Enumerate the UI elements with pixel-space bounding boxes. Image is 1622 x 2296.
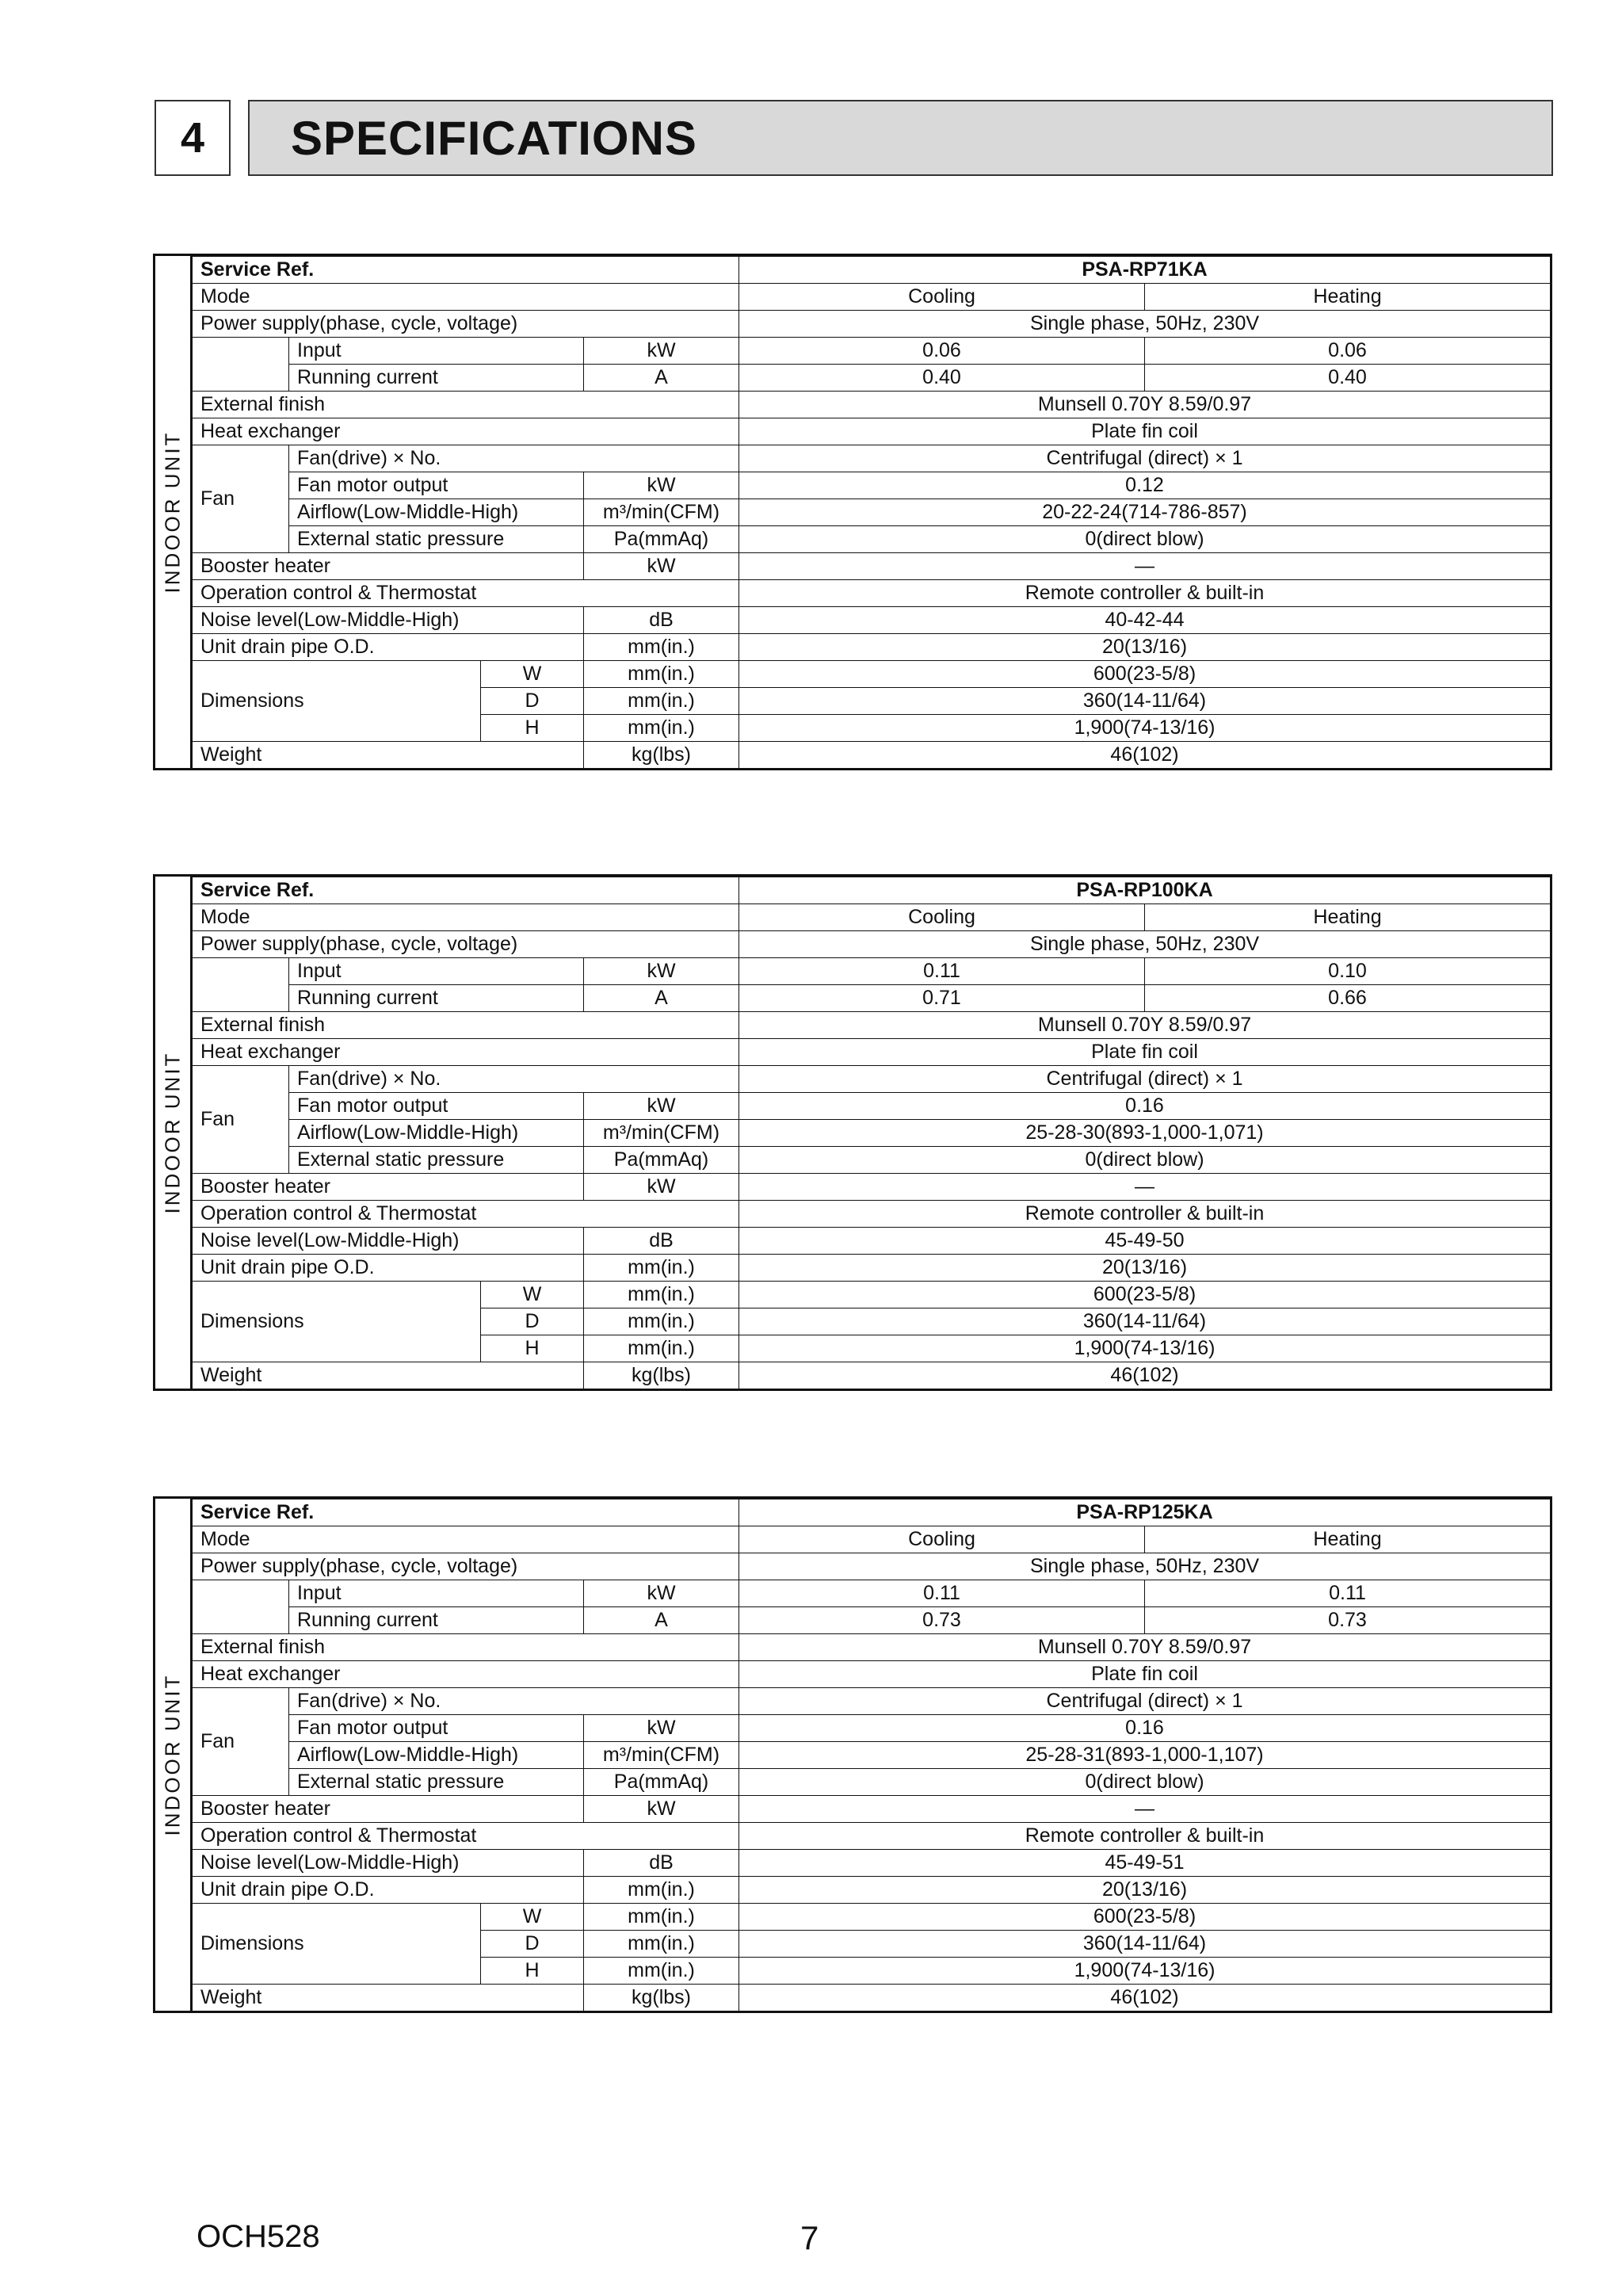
table-cell: mm(in.) bbox=[584, 688, 739, 715]
table-cell: kW bbox=[584, 1715, 739, 1742]
table-cell: kg(lbs) bbox=[584, 1362, 739, 1389]
table-cell: — bbox=[739, 1796, 1551, 1823]
footer-page-number: 7 bbox=[800, 2219, 819, 2256]
side-label: INDOOR UNIT bbox=[160, 1673, 185, 1836]
cooling-header: Cooling bbox=[739, 904, 1145, 931]
side-label-box bbox=[155, 256, 192, 768]
table-cell: Power supply(phase, cycle, voltage) bbox=[193, 931, 739, 958]
table-row bbox=[193, 1688, 1551, 1715]
table-cell: Heat exchanger bbox=[193, 1661, 739, 1688]
table-row bbox=[193, 1093, 1551, 1120]
table-cell: 360(14-11/64) bbox=[739, 688, 1551, 715]
table-cell: mm(in.) bbox=[584, 1335, 739, 1362]
table-cell: Pa(mmAq) bbox=[584, 1769, 739, 1796]
table-cell: Fan(drive) × No. bbox=[289, 445, 739, 472]
table-cell: Booster heater bbox=[193, 1174, 584, 1201]
table-cell: kW bbox=[584, 1174, 739, 1201]
table-cell: W bbox=[481, 1282, 584, 1308]
table-cell: W bbox=[481, 661, 584, 688]
table-row bbox=[193, 338, 1551, 365]
table-cell: m³/min(CFM) bbox=[584, 1742, 739, 1769]
spec-grid bbox=[192, 877, 1551, 1389]
table-cell: 40-42-44 bbox=[739, 607, 1551, 634]
table-cell: Munsell 0.70Y 8.59/0.97 bbox=[739, 1634, 1551, 1661]
table-cell: Fan(drive) × No. bbox=[289, 1066, 739, 1093]
table-row bbox=[193, 634, 1551, 661]
table-cell: mm(in.) bbox=[584, 1282, 739, 1308]
table-cell: Running current bbox=[289, 1607, 584, 1634]
table-cell: 600(23-5/8) bbox=[739, 1904, 1551, 1931]
table-cell: Noise level(Low-Middle-High) bbox=[193, 607, 584, 634]
table-row bbox=[193, 661, 1551, 688]
table-cell: Power supply(phase, cycle, voltage) bbox=[193, 1553, 739, 1580]
table-cell: Input bbox=[289, 958, 584, 985]
table-cell: Airflow(Low-Middle-High) bbox=[289, 1120, 584, 1147]
table-row bbox=[193, 1255, 1551, 1282]
table-cell: Dimensions bbox=[193, 1904, 481, 1985]
table-cell: 0.73 bbox=[1145, 1607, 1551, 1634]
heating-header: Heating bbox=[1145, 1526, 1551, 1553]
table-cell: 0.66 bbox=[1145, 985, 1551, 1012]
table-row bbox=[193, 1066, 1551, 1093]
table-cell: 1,900(74-13/16) bbox=[739, 1335, 1551, 1362]
table-cell bbox=[193, 958, 289, 1012]
table-cell: Fan motor output bbox=[289, 472, 584, 499]
model-name: PSA-RP71KA bbox=[739, 257, 1551, 284]
table-cell: Single phase, 50Hz, 230V bbox=[739, 1553, 1551, 1580]
table-row bbox=[193, 1174, 1551, 1201]
table-cell: 360(14-11/64) bbox=[739, 1308, 1551, 1335]
table-cell: Pa(mmAq) bbox=[584, 1147, 739, 1174]
table-cell: Munsell 0.70Y 8.59/0.97 bbox=[739, 392, 1551, 418]
table-cell: H bbox=[481, 1335, 584, 1362]
table-cell: kg(lbs) bbox=[584, 742, 739, 769]
table-cell: 25-28-30(893-1,000-1,071) bbox=[739, 1120, 1551, 1147]
table-cell: 0(direct blow) bbox=[739, 1769, 1551, 1796]
table-row bbox=[193, 1742, 1551, 1769]
table-row bbox=[193, 931, 1551, 958]
table-cell: mm(in.) bbox=[584, 1308, 739, 1335]
table-cell: Weight bbox=[193, 1985, 584, 2011]
table-row bbox=[193, 1553, 1551, 1580]
table-cell: Fan motor output bbox=[289, 1715, 584, 1742]
table-cell: Fan bbox=[193, 445, 289, 553]
table-cell: Remote controller & built-in bbox=[739, 1201, 1551, 1228]
table-row bbox=[193, 580, 1551, 607]
table-cell: mm(in.) bbox=[584, 634, 739, 661]
table-cell: A bbox=[584, 365, 739, 392]
table-cell: mm(in.) bbox=[584, 1931, 739, 1958]
table-row bbox=[193, 257, 1551, 284]
table-cell: Heat exchanger bbox=[193, 1039, 739, 1066]
table-cell: 0.73 bbox=[739, 1607, 1145, 1634]
table-cell: 20(13/16) bbox=[739, 1255, 1551, 1282]
table-cell: 0.12 bbox=[739, 472, 1551, 499]
table-cell: Single phase, 50Hz, 230V bbox=[739, 931, 1551, 958]
table-cell: 0.11 bbox=[739, 958, 1145, 985]
table-cell: 20(13/16) bbox=[739, 1877, 1551, 1904]
table-cell: Dimensions bbox=[193, 661, 481, 742]
table-row bbox=[193, 1580, 1551, 1607]
table-row bbox=[193, 1499, 1551, 1526]
table-row bbox=[193, 1769, 1551, 1796]
table-cell: 0.11 bbox=[1145, 1580, 1551, 1607]
table-row bbox=[193, 499, 1551, 526]
table-cell: kW bbox=[584, 1093, 739, 1120]
footer-doc-code: OCH528 bbox=[197, 2219, 320, 2254]
table-cell: Booster heater bbox=[193, 1796, 584, 1823]
table-cell: Remote controller & built-in bbox=[739, 1823, 1551, 1850]
table-cell: Munsell 0.70Y 8.59/0.97 bbox=[739, 1012, 1551, 1039]
table-cell bbox=[193, 338, 289, 392]
spec-table-1 bbox=[153, 254, 1552, 770]
table-row bbox=[193, 904, 1551, 931]
table-cell: Mode bbox=[193, 1526, 739, 1553]
table-row bbox=[193, 1362, 1551, 1389]
table-cell: Airflow(Low-Middle-High) bbox=[289, 1742, 584, 1769]
table-row bbox=[193, 365, 1551, 392]
table-row bbox=[193, 1012, 1551, 1039]
table-cell: Fan motor output bbox=[289, 1093, 584, 1120]
table-cell: mm(in.) bbox=[584, 1877, 739, 1904]
heating-header: Heating bbox=[1145, 904, 1551, 931]
table-cell: 0.71 bbox=[739, 985, 1145, 1012]
table-cell: Pa(mmAq) bbox=[584, 526, 739, 553]
table-cell: 45-49-50 bbox=[739, 1228, 1551, 1255]
table-cell: External static pressure bbox=[289, 526, 584, 553]
table-cell: Single phase, 50Hz, 230V bbox=[739, 311, 1551, 338]
table-cell: Mode bbox=[193, 904, 739, 931]
table-cell bbox=[193, 1580, 289, 1634]
table-cell: Centrifugal (direct) × 1 bbox=[739, 445, 1551, 472]
table-cell: External static pressure bbox=[289, 1147, 584, 1174]
table-cell: mm(in.) bbox=[584, 1255, 739, 1282]
table-cell: External finish bbox=[193, 1634, 739, 1661]
table-row bbox=[193, 1715, 1551, 1742]
spec-table-3 bbox=[153, 1496, 1552, 2013]
table-cell: 25-28-31(893-1,000-1,107) bbox=[739, 1742, 1551, 1769]
table-cell: Dimensions bbox=[193, 1282, 481, 1362]
table-cell: External static pressure bbox=[289, 1769, 584, 1796]
table-cell: kW bbox=[584, 1796, 739, 1823]
table-cell: D bbox=[481, 688, 584, 715]
section-number: 4 bbox=[155, 100, 231, 176]
table-cell: Plate fin coil bbox=[739, 1039, 1551, 1066]
table-cell: Mode bbox=[193, 284, 739, 311]
table-row bbox=[193, 1985, 1551, 2011]
table-cell: kW bbox=[584, 338, 739, 365]
table-cell: dB bbox=[584, 1228, 739, 1255]
table-row bbox=[193, 553, 1551, 580]
table-cell: mm(in.) bbox=[584, 715, 739, 742]
table-cell: 600(23-5/8) bbox=[739, 1282, 1551, 1308]
side-label: INDOOR UNIT bbox=[160, 1051, 185, 1214]
table-cell: Centrifugal (direct) × 1 bbox=[739, 1066, 1551, 1093]
table-cell: 0.16 bbox=[739, 1715, 1551, 1742]
table-cell: kg(lbs) bbox=[584, 1985, 739, 2011]
table-cell: D bbox=[481, 1308, 584, 1335]
side-label: INDOOR UNIT bbox=[160, 430, 185, 594]
table-cell: Remote controller & built-in bbox=[739, 580, 1551, 607]
table-cell: 600(23-5/8) bbox=[739, 661, 1551, 688]
table-cell: Fan(drive) × No. bbox=[289, 1688, 739, 1715]
table-row bbox=[193, 1634, 1551, 1661]
table-cell: Centrifugal (direct) × 1 bbox=[739, 1688, 1551, 1715]
table-cell: Unit drain pipe O.D. bbox=[193, 1877, 584, 1904]
table-cell: 0.40 bbox=[1145, 365, 1551, 392]
cooling-header: Cooling bbox=[739, 1526, 1145, 1553]
table-cell: W bbox=[481, 1904, 584, 1931]
table-cell: A bbox=[584, 985, 739, 1012]
table-cell: External finish bbox=[193, 392, 739, 418]
table-cell: Input bbox=[289, 338, 584, 365]
table-cell: mm(in.) bbox=[584, 1904, 739, 1931]
table-row bbox=[193, 418, 1551, 445]
cooling-header: Cooling bbox=[739, 284, 1145, 311]
spec-grid bbox=[192, 1499, 1551, 2011]
table-cell: 0(direct blow) bbox=[739, 526, 1551, 553]
table-cell: Operation control & Thermostat bbox=[193, 1201, 739, 1228]
table-cell: — bbox=[739, 553, 1551, 580]
table-cell: Operation control & Thermostat bbox=[193, 1823, 739, 1850]
table-cell: 20-22-24(714-786-857) bbox=[739, 499, 1551, 526]
table-row bbox=[193, 1282, 1551, 1308]
table-cell: H bbox=[481, 715, 584, 742]
table-row bbox=[193, 1877, 1551, 1904]
heating-header: Heating bbox=[1145, 284, 1551, 311]
table-row bbox=[193, 284, 1551, 311]
table-cell: Running current bbox=[289, 985, 584, 1012]
table-cell: Unit drain pipe O.D. bbox=[193, 634, 584, 661]
table-cell: D bbox=[481, 1931, 584, 1958]
table-cell: 0.11 bbox=[739, 1580, 1145, 1607]
table-row bbox=[193, 1904, 1551, 1931]
table-cell: 0.40 bbox=[739, 365, 1145, 392]
table-row bbox=[193, 958, 1551, 985]
spec-grid bbox=[192, 256, 1551, 769]
service-ref-label: Service Ref. bbox=[193, 877, 739, 904]
table-row bbox=[193, 607, 1551, 634]
table-cell: 20(13/16) bbox=[739, 634, 1551, 661]
table-cell: Fan bbox=[193, 1066, 289, 1174]
table-row bbox=[193, 1823, 1551, 1850]
table-cell: Heat exchanger bbox=[193, 418, 739, 445]
service-ref-label: Service Ref. bbox=[193, 1499, 739, 1526]
table-row bbox=[193, 392, 1551, 418]
table-cell: 46(102) bbox=[739, 742, 1551, 769]
spec-table-2 bbox=[153, 874, 1552, 1391]
table-row bbox=[193, 1526, 1551, 1553]
table-cell: dB bbox=[584, 607, 739, 634]
table-cell: Airflow(Low-Middle-High) bbox=[289, 499, 584, 526]
table-cell: — bbox=[739, 1174, 1551, 1201]
table-cell: 0.16 bbox=[739, 1093, 1551, 1120]
table-row bbox=[193, 1850, 1551, 1877]
table-row bbox=[193, 1796, 1551, 1823]
table-row bbox=[193, 1039, 1551, 1066]
model-name: PSA-RP100KA bbox=[739, 877, 1551, 904]
table-row bbox=[193, 877, 1551, 904]
table-cell: 0(direct blow) bbox=[739, 1147, 1551, 1174]
table-cell: 1,900(74-13/16) bbox=[739, 1958, 1551, 1985]
table-cell: 46(102) bbox=[739, 1985, 1551, 2011]
table-cell: Input bbox=[289, 1580, 584, 1607]
service-ref-label: Service Ref. bbox=[193, 257, 739, 284]
table-cell: kW bbox=[584, 1580, 739, 1607]
table-cell: Weight bbox=[193, 742, 584, 769]
table-cell: mm(in.) bbox=[584, 1958, 739, 1985]
table-cell: H bbox=[481, 1958, 584, 1985]
table-cell: External finish bbox=[193, 1012, 739, 1039]
table-cell: mm(in.) bbox=[584, 661, 739, 688]
table-cell: Operation control & Thermostat bbox=[193, 580, 739, 607]
table-row bbox=[193, 526, 1551, 553]
table-cell: dB bbox=[584, 1850, 739, 1877]
table-cell: kW bbox=[584, 472, 739, 499]
side-label-box bbox=[155, 877, 192, 1389]
table-cell: Noise level(Low-Middle-High) bbox=[193, 1228, 584, 1255]
table-cell: kW bbox=[584, 958, 739, 985]
table-row bbox=[193, 445, 1551, 472]
table-row bbox=[193, 1201, 1551, 1228]
table-cell: m³/min(CFM) bbox=[584, 499, 739, 526]
table-cell: Booster heater bbox=[193, 553, 584, 580]
table-cell: Weight bbox=[193, 1362, 584, 1389]
table-cell: 0.06 bbox=[739, 338, 1145, 365]
table-row bbox=[193, 1661, 1551, 1688]
table-row bbox=[193, 311, 1551, 338]
table-cell: Unit drain pipe O.D. bbox=[193, 1255, 584, 1282]
table-row bbox=[193, 1120, 1551, 1147]
table-cell: 46(102) bbox=[739, 1362, 1551, 1389]
table-cell: 1,900(74-13/16) bbox=[739, 715, 1551, 742]
table-row bbox=[193, 985, 1551, 1012]
table-cell: Plate fin coil bbox=[739, 1661, 1551, 1688]
table-cell: A bbox=[584, 1607, 739, 1634]
table-cell: m³/min(CFM) bbox=[584, 1120, 739, 1147]
table-cell: Noise level(Low-Middle-High) bbox=[193, 1850, 584, 1877]
table-cell: Running current bbox=[289, 365, 584, 392]
table-row bbox=[193, 1228, 1551, 1255]
model-name: PSA-RP125KA bbox=[739, 1499, 1551, 1526]
table-cell: 0.10 bbox=[1145, 958, 1551, 985]
table-cell: Fan bbox=[193, 1688, 289, 1796]
table-row bbox=[193, 1607, 1551, 1634]
table-cell: 0.06 bbox=[1145, 338, 1551, 365]
table-cell: kW bbox=[584, 553, 739, 580]
table-cell: 45-49-51 bbox=[739, 1850, 1551, 1877]
table-cell: Plate fin coil bbox=[739, 418, 1551, 445]
side-label-box bbox=[155, 1499, 192, 2011]
table-cell: 360(14-11/64) bbox=[739, 1931, 1551, 1958]
table-row bbox=[193, 742, 1551, 769]
table-row bbox=[193, 472, 1551, 499]
section-title: SPECIFICATIONS bbox=[248, 100, 1553, 176]
table-cell: Power supply(phase, cycle, voltage) bbox=[193, 311, 739, 338]
table-row bbox=[193, 1147, 1551, 1174]
